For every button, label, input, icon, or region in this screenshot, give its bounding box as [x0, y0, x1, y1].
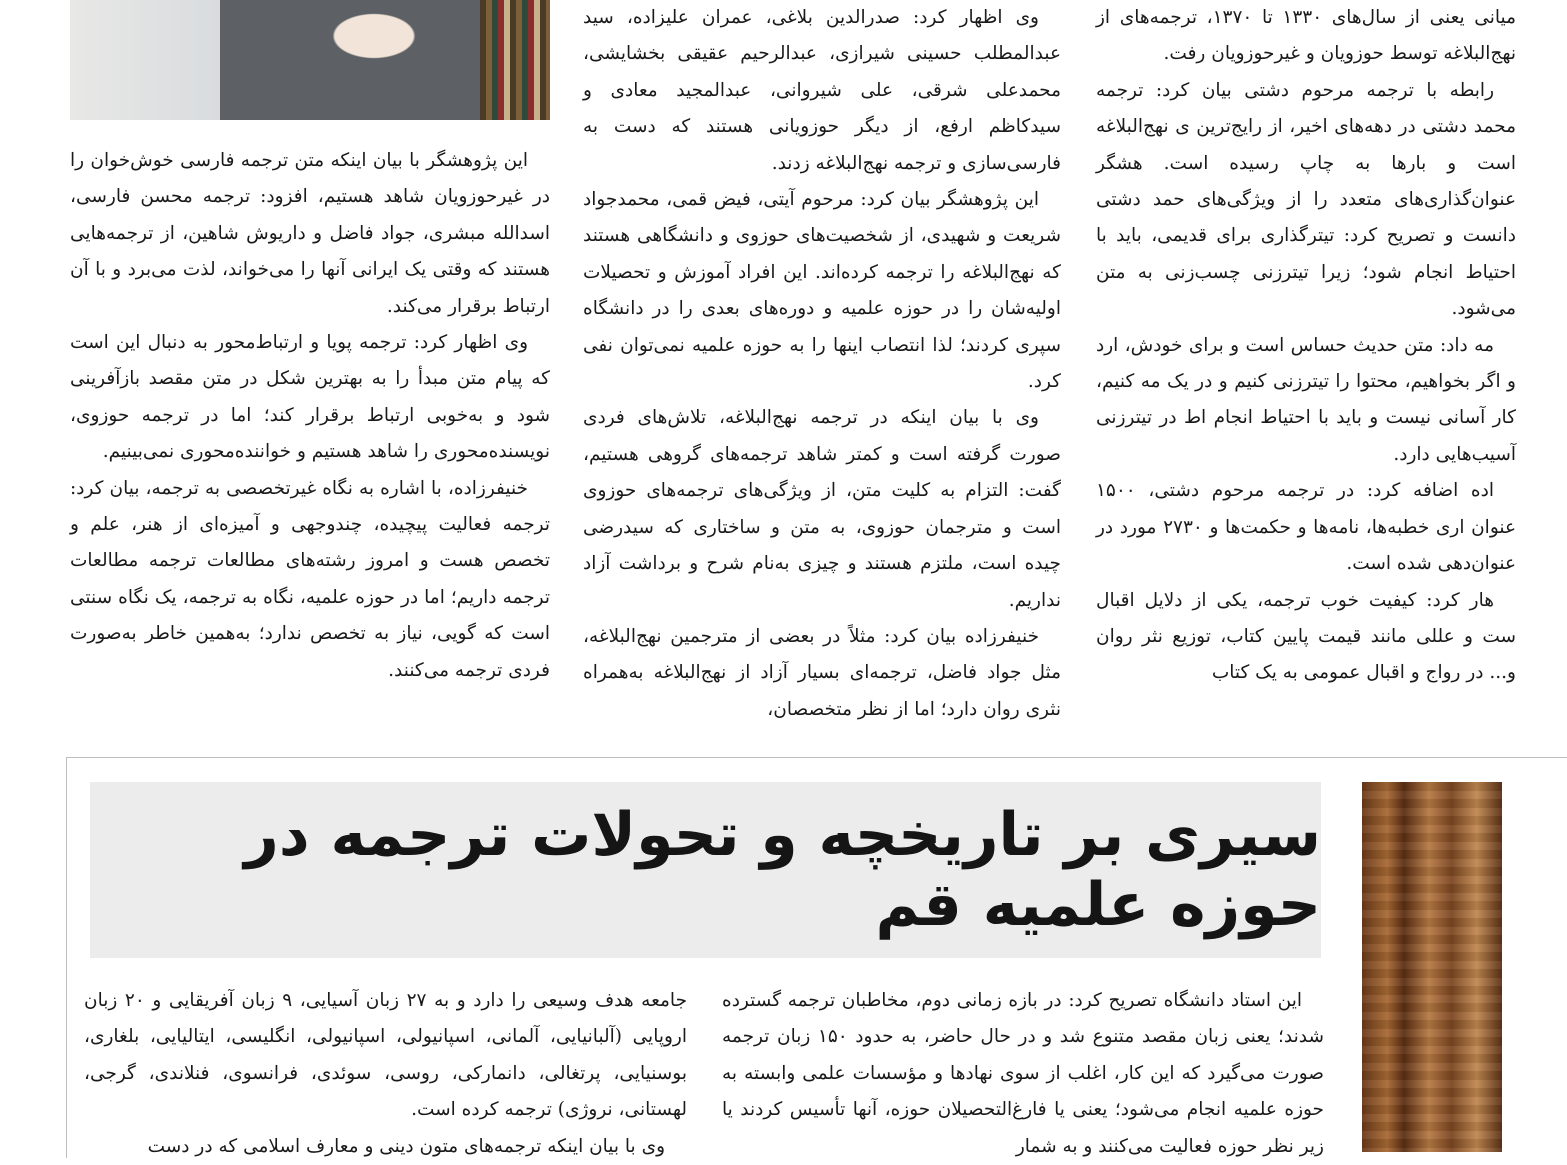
bookshelf [480, 0, 550, 120]
paragraph: خنیفرزاده، با اشاره به نگاه غیرتخصصی به ترجمه، بیان کرد: ترجمه فعالیت پیچیده، چندوجهی و آمیزه‌ای از هنر، علم و تخصص هست و امروز رشته‌های مطالعات ترجمه مطالعات ترجمه داریم؛ اما در حوزه علمیه، نگاه به ترجمه، یک نگاه سنتی است که گویی، نیاز به تخصص ندارد؛ به‌همین خاطر به‌صورت فردی ترجمه می‌کنند. [70, 477, 551, 681]
article-body-column-right [722, 983, 1324, 1165]
article-body-column-left [84, 983, 687, 1165]
article-column-left [70, 143, 550, 689]
paragraph: مه داد: متن حدیث حساس است و برای خودش، ارد و اگر بخواهیم، محتوا را تیترزنی کنیم و در یک مه کنیم، کار آسانی نیست و باید با احتیاط انجام اط در تیترزنی آسیب‌هایی دارد. [1096, 334, 1516, 465]
paragraph: این پژوهشگر با بیان اینکه متن ترجمه فارسی خوش‌خوان را در غیرحوزویان شاهد هستیم، افزود: ترجمه محسن فارسی، اسدالله مبشری، جواد فاضل و داریوش شاهین، از ترجمه‌هایی هستند که وقتی یک ایرانی آنها را می‌خواند، لذت می‌برد و با آن ارتباط برقرار می‌کند. [70, 150, 550, 317]
paragraph: هار کرد: کیفیت خوب ترجمه، یکی از دلایل اقبال ست و عللی مانند قیمت پایین کتاب، توزیع نثر روان و... در رواج و اقبال عمومی به یک کتاب [1096, 589, 1516, 684]
wooden-door-photo [1362, 782, 1502, 1152]
article-photo [70, 0, 550, 120]
paragraph: میانی یعنی از سال‌های ۱۳۳۰ تا ۱۳۷۰، ترجمه‌های از نهج‌البلاغه توسط حوزویان و غیرحوزویان رفت. [1096, 7, 1516, 65]
person-figure [220, 0, 500, 120]
paragraph: وی اظهار کرد: ترجمه پویا و ارتباط‌محور به دنبال این است که پیام متن مبدأ را به بهترین شکل در متن مقصد بازآفرینی شود و به‌خوبی ارتباط برقرار کند؛ اما در ترجمه حوزوی، نویسنده‌محوری را شاهد هستیم و خواننده‌محوری نمی‌بینیم. [70, 332, 550, 463]
paragraph: جامعه هدف وسیعی را دارد و به ۲۷ زبان آسیایی، ۹ زبان آفریقایی و ۲۰ زبان اروپایی (آلبانیایی، آلمانی، اسپانیولی، اسپانیولی، انگلیسی، ایتالیایی، بلغاری، بوسنیایی، پرتغالی، دانمارکی، روسی، سوئدی، فرانسوی، فنلاندی، گرجی، لهستانی، نروژی) ترجمه کرده است. [84, 990, 688, 1121]
paragraph: وی با بیان اینکه ترجمه‌های متون دینی و معارف اسلامی که در دست [147, 1135, 665, 1157]
paragraph: رابطه با ترجمه مرحوم دشتی بیان کرد: ترجمه محمد دشتی در دهه‌های اخیر، از رایج‌ترین ی نهج‌البلاغه است و بارها به چاپ رسیده است. هشگر عنوان‌گذاری‌های متعدد را از ویژگی‌های حمد دشتی دانست و تصریح کرد: تیترگذاری برای قدیمی، باید با احتیاط انجام شود؛ زیرا تیترزنی چسب‌زنی به متن می‌شود. [1096, 79, 1516, 320]
paragraph: خنیفرزاده بیان کرد: مثلاً در بعضی از مترجمین نهج‌البلاغه، مثل جواد فاضل، ترجمه‌ای بسیار آزاد از نهج‌البلاغه به‌همراه نثری روان دارد؛ اما از نظر متخصصان، [583, 625, 1061, 720]
paragraph: این پژوهشگر بیان کرد: مرحوم آیتی، فیض قمی، محمدجواد شریعت و شهیدی، از شخصیت‌های حوزوی و دانشگاهی هستند که نهج‌البلاغه را ترجمه کرده‌اند. این افراد آموزش و تحصیلات اولیه‌شان را در حوزه علمیه و دوره‌های بعدی را در دانشگاه سپری کردند؛ لذا انتصاب اینها را به حوزه علمیه نمی‌توان نفی کرد. [583, 189, 1061, 393]
article-column-middle [583, 0, 1061, 728]
paragraph: وی با بیان اینکه در ترجمه نهج‌البلاغه، تلاش‌های فردی صورت گرفته است و کمتر شاهد ترجمه‌های گروهی هستیم، گفت: التزام به کلیت متن، از ویژگی‌های ترجمه‌های حوزوی است و مترجمان حوزوی، به متن و ساختاری که سیدرضی چیده است، ملتزم هستند و چیزی به‌نام شرح و برداشت آزاد نداریم. [583, 407, 1061, 611]
article-column-right [1096, 0, 1516, 692]
paragraph: وی اظهار کرد: صدرالدین بلاغی، عمران علیزاده، سید عبدالمطلب حسینی شیرازی، عبدالرحیم عقیقی بخشایشی، محمدعلی شرقی، علی شیروانی، عبدالمجید معادی و سیدکاظم ارفع، از دیگر حوزویانی هستند که دست به فارسی‌سازی و ترجمه نهج‌البلاغه زدند. [583, 7, 1061, 174]
article-headline: سیری بر تاریخچه و تحولات ترجمه در حوزه علمیه قم [244, 800, 1321, 940]
paragraph: اده اضافه کرد: در ترجمه مرحوم دشتی، ۱۵۰۰ عنوان اری خطبه‌ها، نامه‌ها و حکمت‌ها و ۲۷۳۰ مورد در عنوان‌دهی شده است. [1096, 480, 1516, 575]
paragraph: این استاد دانشگاه تصریح کرد: در بازه زمانی دوم، مخاطبان ترجمه گسترده شدند؛ یعنی زبان مقصد متنوع شد و در حال حاضر، به حدود ۱۵۰ زبان ترجمه صورت می‌گیرد که این کار، اغلب از سوی نهادها و مؤسسات علمی وابسته به حوزه علمیه انجام می‌شود؛ یعنی یا فارغ‌التحصیلان حوزه، آنها تأسیس کردند یا زیر نظر حوزه فعالیت می‌کنند و به شمار [722, 990, 1324, 1157]
headline-box [90, 782, 1321, 958]
